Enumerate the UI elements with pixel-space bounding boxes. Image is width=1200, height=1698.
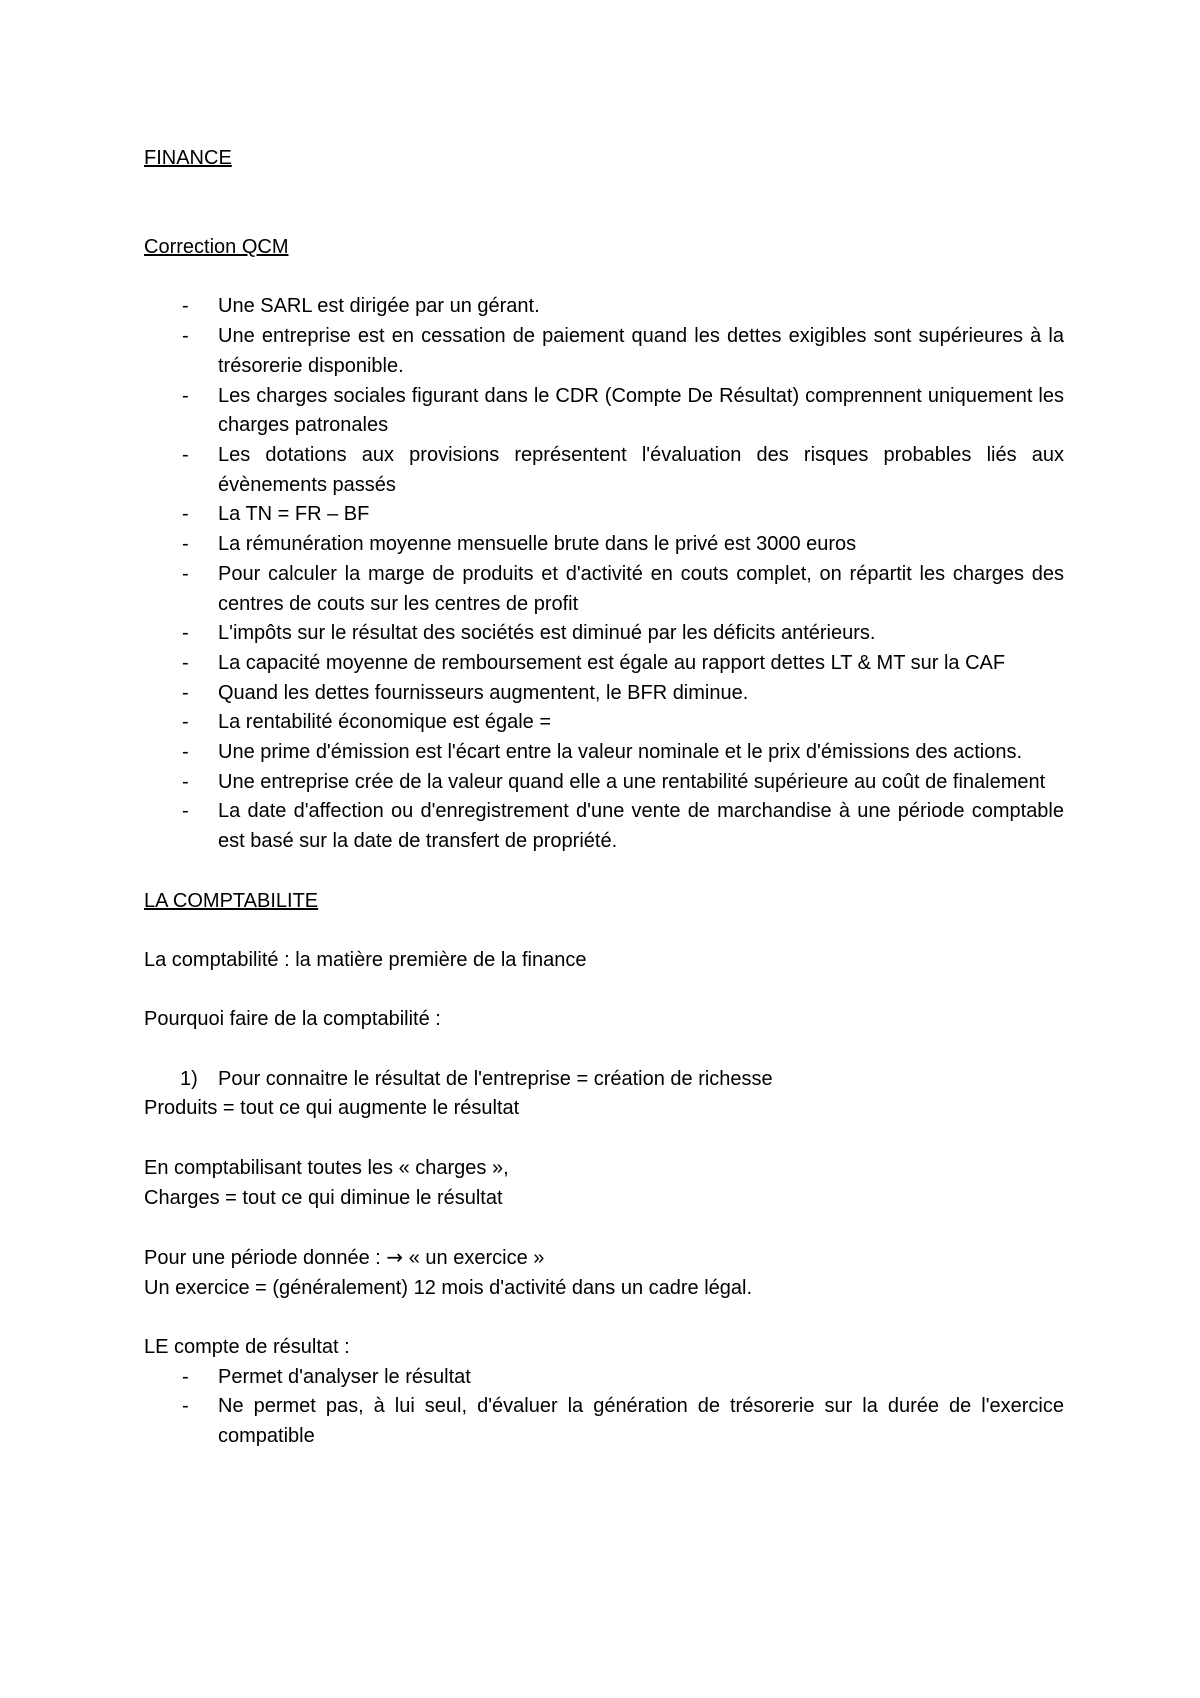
list-item: - La TN = FR – BF bbox=[144, 500, 1064, 530]
en-compta-text: En comptabilisant toutes les « charges », bbox=[144, 1156, 509, 1179]
periode-after: « un exercice » bbox=[403, 1246, 545, 1269]
cdr-list bbox=[144, 1363, 1064, 1452]
list-item: - La rentabilité économique est égale = bbox=[144, 708, 1064, 738]
list-item: - La capacité moyenne de remboursement est égale au rapport dettes LT & MT sur la CAF bbox=[144, 649, 1064, 679]
list-item: - L'impôts sur le résultat des sociétés est diminué par les déficits antérieurs. bbox=[144, 619, 1064, 649]
list-item: - Les dotations aux provisions représentent l'évaluation des risques probables liés aux évènements passés bbox=[144, 441, 1064, 500]
list-item: - Pour calculer la marge de produits et d'activité en couts complet, on répartit les charges des centres de couts sur les centres de profit bbox=[144, 560, 1064, 619]
cdr-heading: LE compte de résultat : bbox=[144, 1335, 350, 1358]
list-item: - Les charges sociales figurant dans le CDR (Compte De Résultat) comprennent uniquement les charges patronales bbox=[144, 382, 1064, 441]
item-number: 1) bbox=[180, 1067, 198, 1090]
numbered-item bbox=[144, 1065, 1064, 1095]
qcm-list bbox=[144, 292, 1064, 856]
exercice-text: Un exercice = (généralement) 12 mois d'activité dans un cadre légal. bbox=[144, 1276, 753, 1299]
pourquoi-text: Pourquoi faire de la comptabilité : bbox=[144, 1008, 441, 1031]
list-item: - Une entreprise crée de la valeur quand elle a une rentabilité supérieure au coût de finalement bbox=[144, 768, 1064, 798]
list-item: - Une SARL est dirigée par un gérant. bbox=[144, 292, 1064, 322]
qcm-heading: Correction QCM bbox=[144, 236, 289, 259]
periode-before: Pour une période donnée : bbox=[144, 1246, 387, 1269]
item-text: Pour connaitre le résultat de l'entreprise = création de richesse bbox=[218, 1067, 773, 1090]
doc-title: FINANCE bbox=[144, 147, 232, 169]
list-item: - La rémunération moyenne mensuelle brute dans le privé est 3000 euros bbox=[144, 530, 1064, 560]
right-arrow-icon: → bbox=[386, 1244, 404, 1269]
list-item: - Une prime d'émission est l'écart entre la valeur nominale et le prix d'émissions des actions. bbox=[144, 738, 1064, 768]
compta-intro: La comptabilité : la matière première de la finance bbox=[144, 948, 587, 971]
list-item: - La date d'affection ou d'enregistrement d'une vente de marchandise à une période comptable est basé sur la date de transfert de propriété. bbox=[144, 797, 1064, 856]
list-item: - Ne permet pas, à lui seul, d'évaluer la génération de trésorerie sur la durée de l'exercice compatible bbox=[144, 1392, 1064, 1451]
periode-text bbox=[144, 1243, 1064, 1274]
list-item: - Quand les dettes fournisseurs augmentent, le BFR diminue. bbox=[144, 679, 1064, 709]
list-item: - Permet d'analyser le résultat bbox=[144, 1363, 1064, 1393]
compta-heading: LA COMPTABILITE bbox=[144, 889, 319, 912]
list-item: - Une entreprise est en cessation de paiement quand les dettes exigibles sont supérieures à la trésorerie disponible. bbox=[144, 322, 1064, 381]
produits-text: Produits = tout ce qui augmente le résultat bbox=[144, 1097, 520, 1120]
charges-text: Charges = tout ce qui diminue le résultat bbox=[144, 1186, 503, 1209]
